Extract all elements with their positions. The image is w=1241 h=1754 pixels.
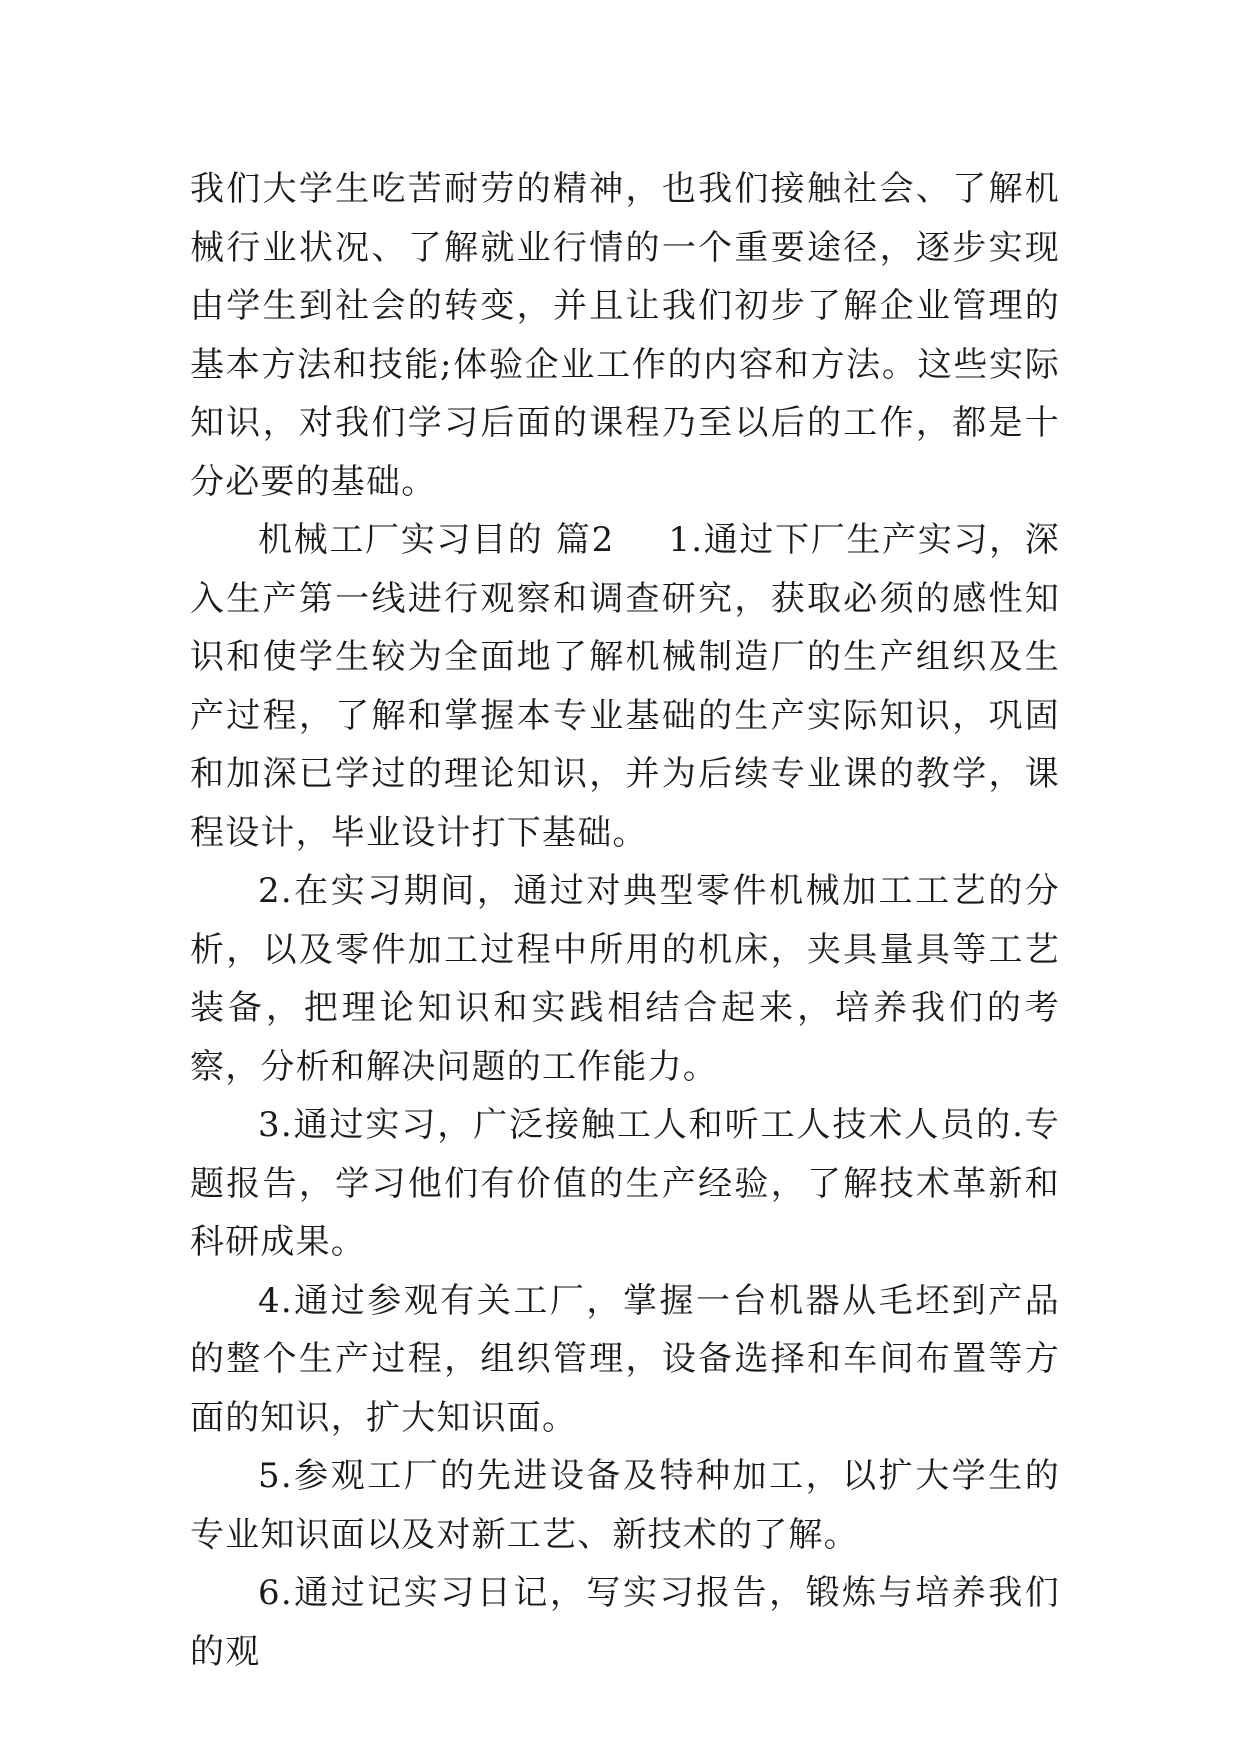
paragraph-text: 3.通过实习，广泛接触工人和听工人技术人员的.专题报告，学习他们有价值的生产经验，了解技术革新和科研成果。 (190, 1105, 1060, 1262)
paragraph-item-4 (190, 1272, 1060, 1448)
paragraph-item-5 (190, 1447, 1060, 1564)
paragraph-item-6 (190, 1564, 1060, 1681)
paragraph-section-2 (190, 511, 1060, 862)
paragraph-text: 2.在实习期间，通过对典型零件机械加工工艺的分析，以及零件加工过程中所用的机床，夹具量具等工艺装备，把理论知识和实践相结合起来，培养我们的考察，分析和解决问题的工作能力。 (190, 871, 1060, 1087)
paragraph-text: 4.通过参观有关工厂，掌握一台机器从毛坯到产品的整个生产过程，组织管理，设备选择和车间布置等方面的知识，扩大知识面。 (190, 1280, 1060, 1438)
paragraph-intro (190, 160, 1060, 511)
paragraph-text: 我们大学生吃苦耐劳的精神，也我们接触社会、了解机械行业状况、了解就业行情的一个重要途径，逐步实现由学生到社会的转变，并且让我们初步了解企业管理的基本方法和技能;体验企业工作的内容和方法。这些实际知识，对我们学习后面的课程乃至以后的工作，都是十分必要的基础。 (190, 169, 1060, 502)
paragraph-text: 6.通过记实习日记，写实习报告，锻炼与培养我们的观 (190, 1573, 1060, 1672)
paragraph-text: 1.通过下厂生产实习，深入生产第一线进行观察和调查研究，获取必须的感性知识和使学生较为全面地了解机械制造厂的生产组织及生产过程，了解和掌握本专业基础的生产实际知识，巩固和加深已学过的理论知识，并为后续专业课的教学，课程设计，毕业设计打下基础。 (190, 520, 1061, 853)
paragraph-item-2 (190, 862, 1060, 1096)
paragraph-text: 5.参观工厂的先进设备及特种加工，以扩大学生的专业知识面以及对新工艺、新技术的了解。 (190, 1456, 1060, 1555)
paragraph-item-3 (190, 1096, 1060, 1272)
document-page (190, 160, 1060, 1681)
section-heading: 机械工厂实习目的 篇2 (258, 520, 615, 560)
